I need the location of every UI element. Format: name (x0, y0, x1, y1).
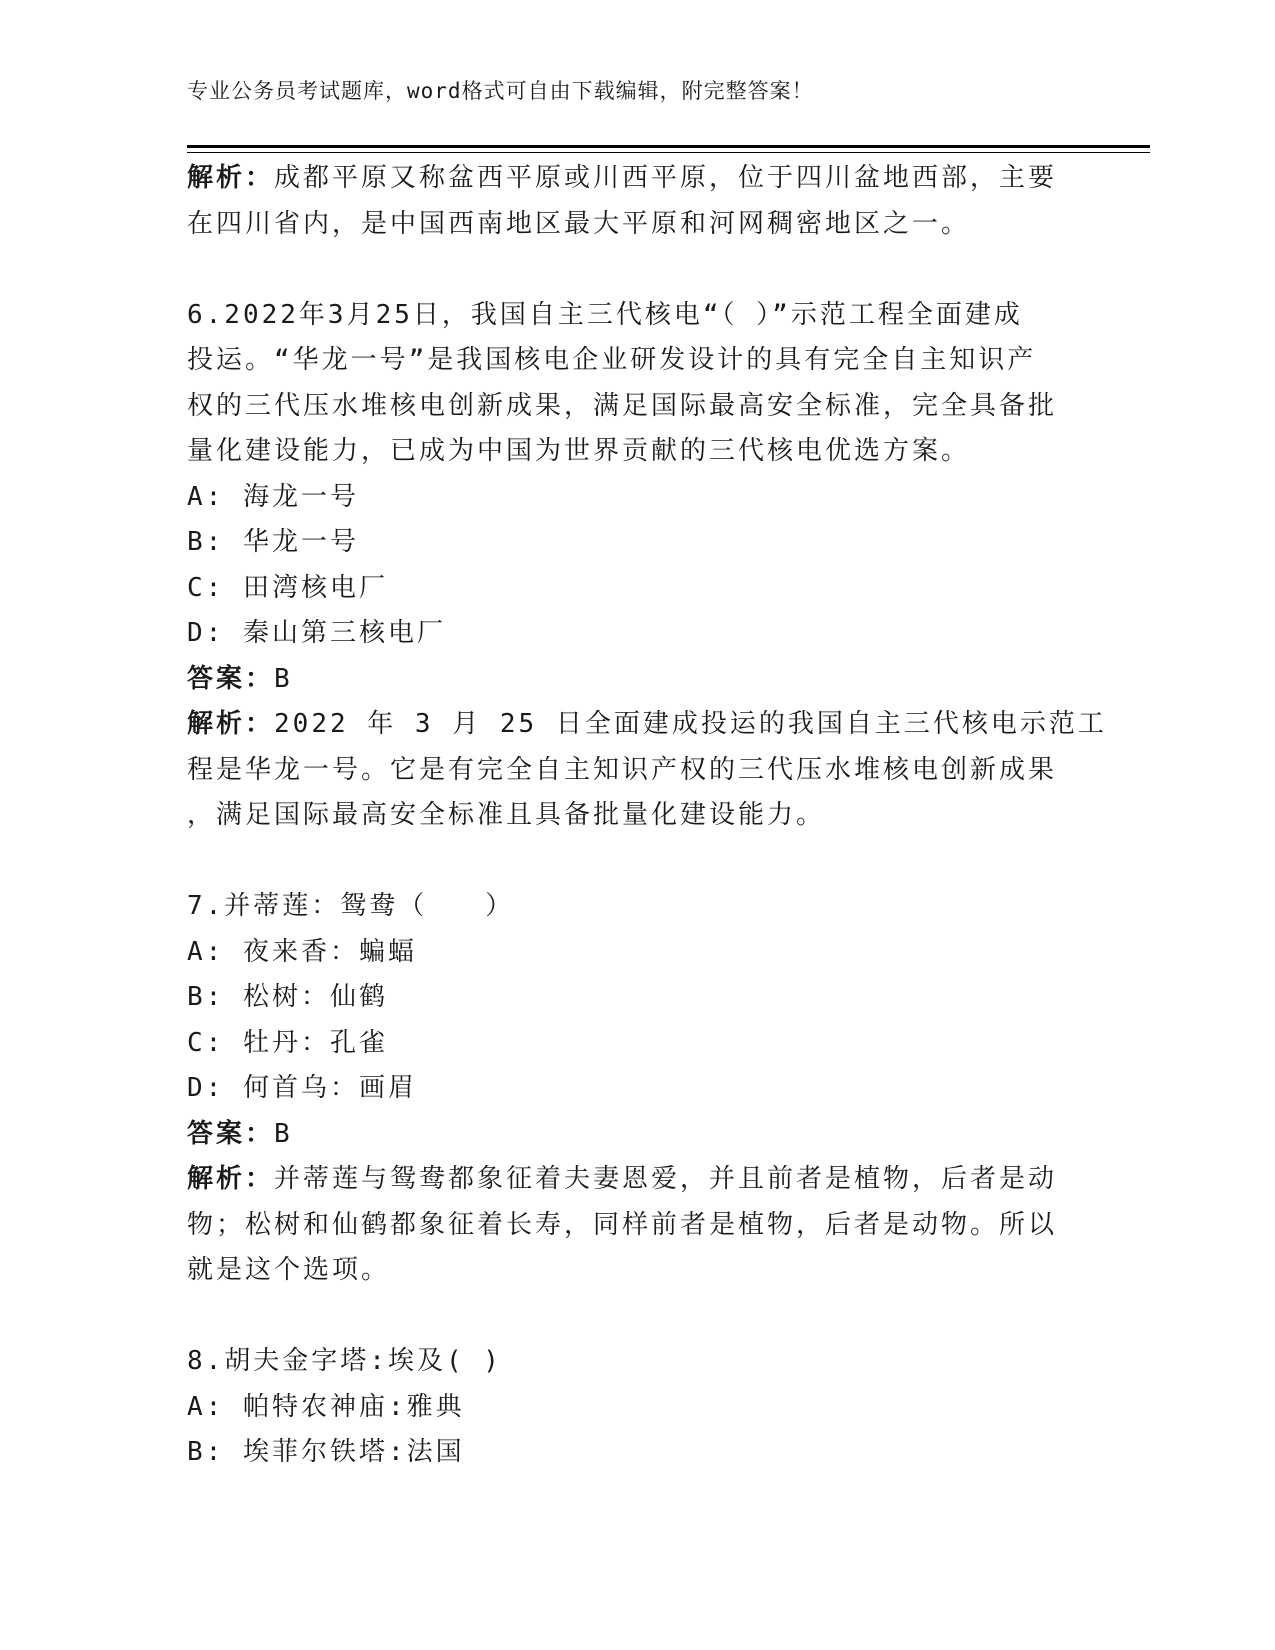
page-header: 专业公务员考试题库，word格式可自由下载编辑，附完整答案！ (187, 79, 814, 103)
q6-answer (187, 657, 1067, 703)
q7-option-d: D: 何首乌：画眉 (187, 1073, 417, 1103)
q5-explanation-label: 解析： (187, 163, 275, 193)
q8-option-b: B: 埃菲尔铁塔:法国 (187, 1437, 465, 1467)
q6-option-d: D: 秦山第三核电厂 (187, 618, 446, 648)
q7-option-a: A: 夜来香：蝙蝠 (187, 936, 417, 967)
q6-stem-line: 量化建设能力，已成为中国为世界贡献的三代核电优选方案。 (187, 436, 971, 466)
q7-explanation-text: 并蒂莲与鸳鸯都象征着夫妻恩爱，并且前者是植物，后者是动 (274, 1164, 1058, 1194)
q5-explanation-line: 在四川省内，是中国西南地区最大平原和河网稠密地区之一。 (187, 208, 971, 239)
q6-explanation-label: 解析： (187, 709, 275, 739)
q6-stem-line: 6.2022年3月25日，我国自主三代核电“（ ）”示范工程全面建成 (187, 299, 1023, 330)
q6-stem-line: 投运。“华龙一号”是我国核电企业研发设计的具有完全自主知识产 (187, 345, 1037, 375)
q6-explanation-line (187, 702, 1107, 748)
q6-answer-label: 答案： (187, 663, 275, 694)
spacer (187, 1294, 1067, 1340)
q6-explanation-line: 程是华龙一号。它是有完全自主知识产权的三代压水堆核电创新成果 (187, 754, 1058, 785)
q6-option-c: C: 田湾核电厂 (187, 572, 388, 603)
q7-answer (187, 1112, 1067, 1158)
q6-answer-value: B (274, 663, 293, 694)
q6-option-a: A: 海龙一号 (187, 481, 359, 512)
q7-stem: 7.并蒂莲：鸳鸯（ ） (187, 891, 515, 921)
document-body (187, 156, 1107, 1476)
q7-option-c: C: 牡丹：孔雀 (187, 1027, 388, 1058)
header-rule-thin (187, 152, 1150, 153)
q7-explanation-label: 解析： (187, 1164, 275, 1194)
q6-explanation-line: ，满足国际最高安全标准且具备批量化建设能力。 (187, 800, 826, 830)
q7-explanation-line (187, 1157, 1067, 1203)
q6-option-b: B: 华龙一号 (187, 527, 359, 557)
q7-option-b: B: 松树：仙鹤 (187, 982, 388, 1012)
q7-explanation-line: 就是这个选项。 (187, 1255, 391, 1285)
header-rule-thick (187, 145, 1150, 148)
q8-option-a: A: 帕特农神庙:雅典 (187, 1391, 465, 1422)
q5-explanation-line (187, 156, 1067, 202)
spacer (187, 247, 1067, 293)
spacer (187, 839, 1067, 885)
q6-stem-line: 权的三代压水堆核电创新成果，满足国际最高安全标准，完全具备批 (187, 390, 1058, 421)
q5-explanation-text: 成都平原又称盆西平原或川西平原，位于四川盆地西部，主要 (274, 163, 1058, 193)
q7-answer-label: 答案： (187, 1118, 275, 1149)
q7-explanation-line: 物；松树和仙鹤都象征着长寿，同样前者是植物，后者是动物。所以 (187, 1209, 1058, 1240)
q8-stem: 8.胡夫金字塔:埃及( ) (187, 1346, 502, 1376)
q6-explanation-text: 2022 年 3 月 25 日全面建成投运的我国自主三代核电示范工 (274, 709, 1107, 739)
q7-answer-value: B (274, 1118, 293, 1149)
